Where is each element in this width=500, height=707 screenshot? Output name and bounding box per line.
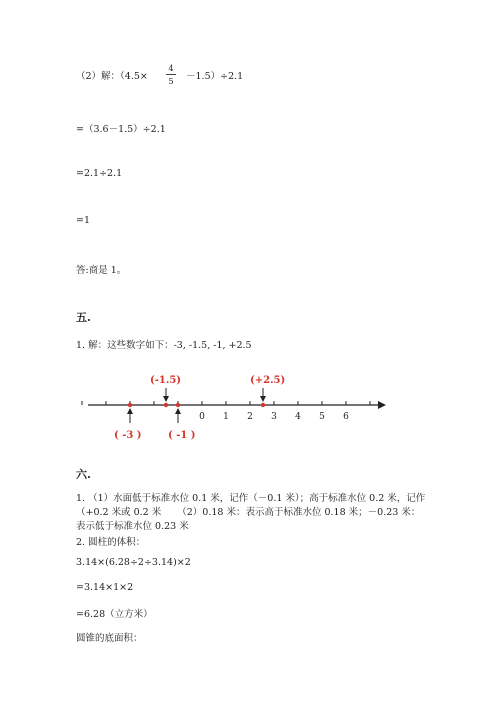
calc-line-3: =2.1÷2.1 — [76, 168, 123, 179]
tick-label: 6 — [343, 412, 349, 422]
arrow-up-icon — [175, 408, 181, 414]
water-level-part-1: 1. （1）水面低于标准水位 0.1 米，记作（－0.1 米）；高于标准水位 0.2 米，记作（+0.2 米或 0.2 米 — [76, 493, 426, 518]
arrow-up-icon — [127, 408, 133, 414]
water-level-part-2: （2）0.18 米：表示高于标准水位 0.18 米；－0.23 米：表示低于标准水位 0.23 米 — [76, 507, 421, 532]
fraction-numerator: 4 — [168, 64, 174, 73]
section-heading-five: 五. — [76, 311, 91, 324]
calc-line-1-pre: （2）解：（4.5× — [76, 71, 148, 82]
number-line-arrow-icon — [378, 401, 386, 409]
cylinder-calc-2: =3.14×1×2 — [76, 582, 134, 593]
tick-label: 1 — [223, 412, 229, 422]
calc-line-1-post: －1.5）÷2.1 — [186, 71, 244, 82]
fraction-denominator: 5 — [168, 77, 174, 86]
label-plus-2-5: (+2.5) — [250, 375, 286, 386]
tick-label: 2 — [247, 412, 253, 422]
section-heading-six: 六. — [76, 468, 91, 481]
tick-label: 3 — [271, 412, 277, 422]
paragraph-water-level — [76, 492, 428, 534]
label-minus-3: ( -3 ) — [114, 430, 142, 441]
number-line-ticks — [82, 401, 370, 405]
point-minus-3 — [128, 403, 132, 407]
tick-label: 5 — [319, 412, 325, 422]
tick-label: 4 — [295, 412, 301, 422]
calc-line-1 — [76, 68, 148, 82]
arrow-down-icon — [163, 396, 169, 402]
number-line-figure — [80, 368, 390, 448]
calc-line-2: =（3.6－1.5）÷2.1 — [76, 124, 166, 135]
fraction-bar — [166, 74, 176, 75]
numbers-intro: 1. 解：这些数字如下：-3, -1.5, -1, +2.5 — [76, 340, 252, 351]
point-plus-2-5 — [261, 403, 265, 407]
point-minus-1 — [176, 403, 180, 407]
label-minus-1: ( -1 ) — [168, 430, 196, 441]
cone-base-area-title: 圆锥的底面积： — [76, 633, 143, 644]
label-minus-1-5: (-1.5) — [150, 375, 182, 386]
point-minus-1-5 — [164, 403, 168, 407]
arrow-down-icon — [260, 396, 266, 402]
cylinder-calc-1: 3.14×(6.28÷2÷3.14)×2 — [76, 557, 191, 568]
calc-line-4: =1 — [76, 215, 91, 226]
cylinder-volume-title: 2. 圆柱的体积： — [76, 537, 146, 548]
tick-label: 0 — [199, 412, 205, 422]
answer-line: 答:商是 1。 — [76, 265, 127, 276]
number-line-tick-labels — [199, 412, 349, 422]
cylinder-calc-3: =6.28（立方米） — [76, 609, 153, 620]
